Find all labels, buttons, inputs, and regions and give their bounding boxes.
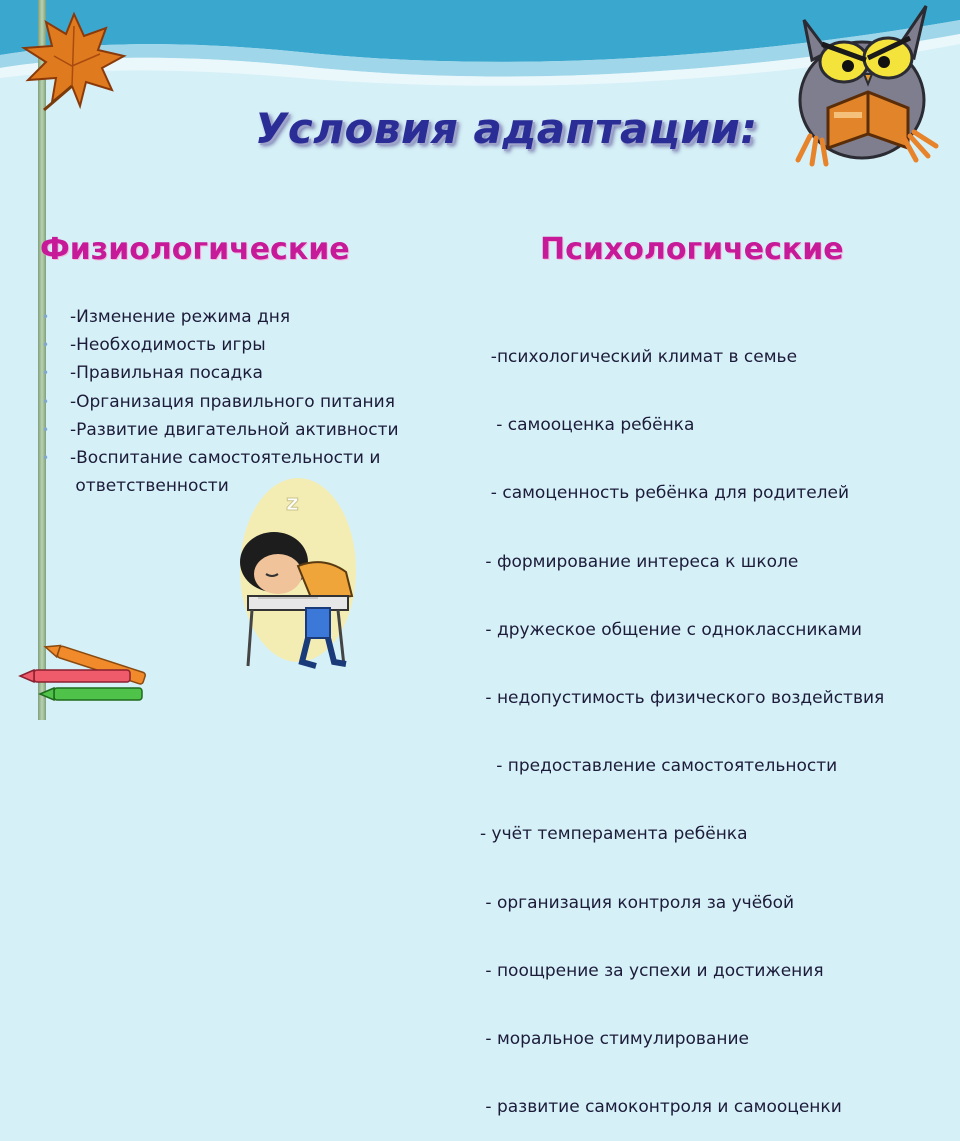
list-item: -Организация правильного питания xyxy=(70,391,395,412)
list-item: - предоставление самостоятельности xyxy=(480,756,838,777)
slide-title: Условия адаптации: xyxy=(255,104,758,153)
list-item: - развитие самоконтроля и самооценки xyxy=(480,1097,842,1118)
sleeping-pupil-icon xyxy=(228,478,368,678)
list-item: - самооценка ребёнка xyxy=(480,415,695,436)
owl-reading-book-icon xyxy=(776,0,948,170)
physiological-conditions-list xyxy=(70,303,399,500)
list-item: - поощрение за успехи и достижения xyxy=(480,960,824,981)
bullet-mark: • xyxy=(42,366,50,381)
list-item: -Правильная посадка xyxy=(70,363,263,384)
list-item: ответственности xyxy=(70,476,229,497)
sleep-letter: z xyxy=(286,491,299,516)
list-item: - организация контроля за учёбой xyxy=(480,892,795,913)
crayons-icon xyxy=(14,640,154,714)
list-item: -Необходимость игры xyxy=(70,335,266,356)
list-item: -психологический климат в семье xyxy=(480,347,798,367)
list-item: - учёт темперамента ребёнка xyxy=(480,824,748,845)
list-item: - недопустимость физического воздействия xyxy=(480,687,885,708)
maple-leaf-icon xyxy=(14,6,134,116)
bullet-mark: • xyxy=(42,310,50,324)
psychological-heading: Психологические xyxy=(540,232,844,267)
physiological-heading: Физиологические xyxy=(40,232,350,267)
list-item: - дружеское общение с одноклассниками xyxy=(480,619,862,640)
list-item: -Воспитание самостоятельности и xyxy=(70,447,381,468)
list-item: -Изменение режима дня xyxy=(70,307,291,327)
bullet-mark: • xyxy=(42,338,50,353)
list-item: - самоценность ребёнка для родителей xyxy=(480,483,850,504)
bullet-mark: • xyxy=(42,450,50,465)
list-item: -Развитие двигательной активности xyxy=(70,419,399,440)
bullet-mark: • xyxy=(42,422,50,437)
list-item: - моральное стимулирование xyxy=(480,1028,749,1049)
list-item: - формирование интереса к школе xyxy=(480,551,799,572)
left-bullet-marks xyxy=(42,303,49,472)
psychological-conditions-list xyxy=(480,303,884,1141)
bullet-mark: • xyxy=(42,394,50,409)
